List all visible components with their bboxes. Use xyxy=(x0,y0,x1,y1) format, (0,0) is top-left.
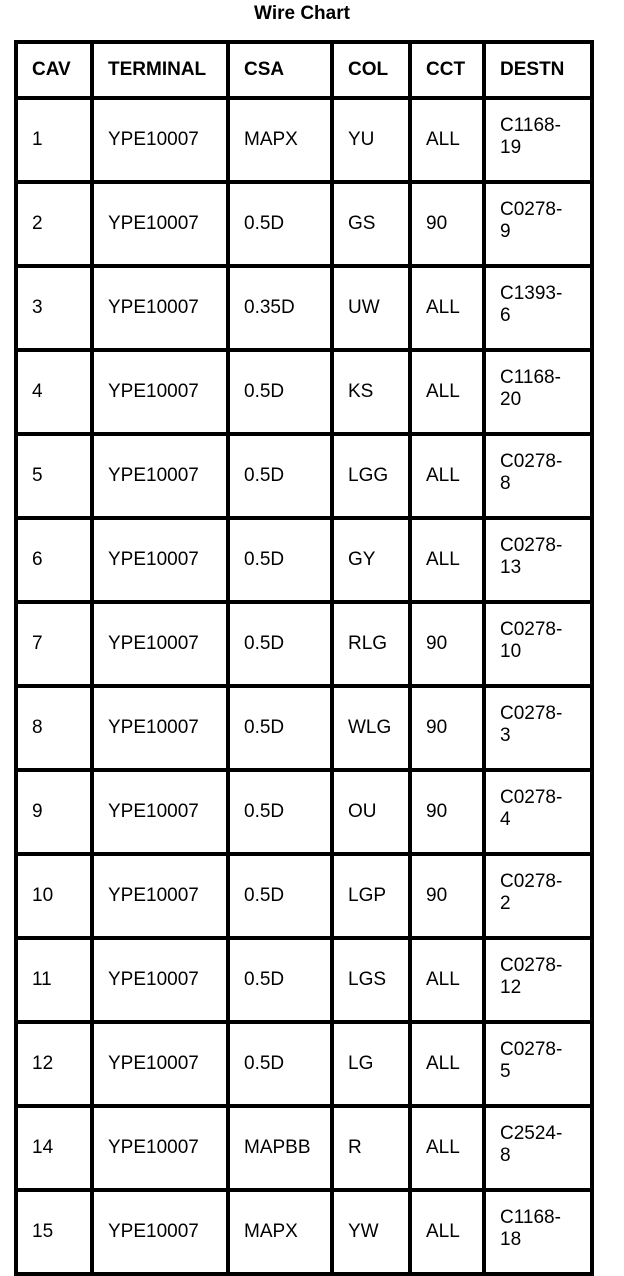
table-row xyxy=(16,938,592,1022)
cell-cav: 7 xyxy=(16,602,92,686)
cell-csa: MAPX xyxy=(228,98,332,182)
cell-destn xyxy=(484,938,592,1022)
cell-cav: 11 xyxy=(16,938,92,1022)
cell-destn xyxy=(484,518,592,602)
cell-col: GY xyxy=(332,518,410,602)
header-destn: DESTN xyxy=(484,42,592,98)
cell-cav: 3 xyxy=(16,266,92,350)
cell-col: YW xyxy=(332,1190,410,1274)
cell-csa: 0.5D xyxy=(228,518,332,602)
cell-cct: 90 xyxy=(410,770,484,854)
cell-cct: ALL xyxy=(410,938,484,1022)
destn-part-2: 6 xyxy=(500,305,511,326)
destn-part-1: C2524- xyxy=(500,1123,563,1144)
destn-part-2: 9 xyxy=(500,221,511,242)
destn-part-2: 8 xyxy=(500,473,511,494)
destn-part-2: 4 xyxy=(500,809,511,830)
table-row xyxy=(16,518,592,602)
cell-terminal: YPE10007 xyxy=(92,350,228,434)
page-title: Wire Chart xyxy=(254,3,350,24)
cell-cct: ALL xyxy=(410,266,484,350)
destn-part-1: C0278- xyxy=(500,199,563,220)
cell-cct: ALL xyxy=(410,434,484,518)
cell-csa: 0.5D xyxy=(228,602,332,686)
destn-part-1: C1168- xyxy=(500,1207,561,1228)
header-col: COL xyxy=(332,42,410,98)
destn-part-2: 19 xyxy=(500,137,522,158)
destn-part-2: 20 xyxy=(500,389,522,410)
destn-part-1: C0278- xyxy=(500,787,563,808)
cell-cav: 2 xyxy=(16,182,92,266)
cell-destn xyxy=(484,434,592,518)
cell-destn xyxy=(484,686,592,770)
table-row xyxy=(16,350,592,434)
cell-csa: MAPX xyxy=(228,1190,332,1274)
cell-terminal: YPE10007 xyxy=(92,854,228,938)
table-row xyxy=(16,266,592,350)
cell-cav: 15 xyxy=(16,1190,92,1274)
wire-chart-table xyxy=(14,40,594,1276)
cell-csa: 0.5D xyxy=(228,182,332,266)
cell-terminal: YPE10007 xyxy=(92,602,228,686)
table-row xyxy=(16,1106,592,1190)
table-row xyxy=(16,854,592,938)
destn-part-2: 18 xyxy=(500,1229,522,1250)
cell-csa: 0.5D xyxy=(228,1022,332,1106)
destn-part-2: 5 xyxy=(500,1061,511,1082)
cell-cct: ALL xyxy=(410,98,484,182)
cell-cav: 4 xyxy=(16,350,92,434)
cell-csa: 0.5D xyxy=(228,854,332,938)
table-row xyxy=(16,770,592,854)
cell-csa: MAPBB xyxy=(228,1106,332,1190)
cell-col: LGG xyxy=(332,434,410,518)
cell-cav: 9 xyxy=(16,770,92,854)
cell-cav: 12 xyxy=(16,1022,92,1106)
cell-terminal: YPE10007 xyxy=(92,1190,228,1274)
cell-destn xyxy=(484,350,592,434)
destn-part-1: C0278- xyxy=(500,955,563,976)
cell-csa: 0.5D xyxy=(228,938,332,1022)
cell-cav: 1 xyxy=(16,98,92,182)
cell-csa: 0.5D xyxy=(228,434,332,518)
cell-cct: 90 xyxy=(410,182,484,266)
cell-csa: 0.35D xyxy=(228,266,332,350)
cell-col: UW xyxy=(332,266,410,350)
destn-part-1: C0278- xyxy=(500,451,563,472)
cell-cct: 90 xyxy=(410,602,484,686)
cell-destn xyxy=(484,1106,592,1190)
destn-part-1: C0278- xyxy=(500,871,563,892)
table-row xyxy=(16,686,592,770)
cell-col: LG xyxy=(332,1022,410,1106)
destn-part-2: 12 xyxy=(500,977,522,998)
cell-destn xyxy=(484,1190,592,1274)
cell-terminal: YPE10007 xyxy=(92,1106,228,1190)
cell-cct: ALL xyxy=(410,350,484,434)
destn-part-2: 2 xyxy=(500,893,511,914)
destn-part-1: C0278- xyxy=(500,703,563,724)
cell-cct: 90 xyxy=(410,854,484,938)
cell-col: LGS xyxy=(332,938,410,1022)
cell-csa: 0.5D xyxy=(228,686,332,770)
cell-col: R xyxy=(332,1106,410,1190)
destn-part-1: C1393- xyxy=(500,283,563,304)
cell-cav: 8 xyxy=(16,686,92,770)
cell-destn xyxy=(484,770,592,854)
cell-csa: 0.5D xyxy=(228,350,332,434)
cell-destn xyxy=(484,182,592,266)
cell-terminal: YPE10007 xyxy=(92,1022,228,1106)
table-row xyxy=(16,182,592,266)
cell-col: OU xyxy=(332,770,410,854)
header-terminal: TERMINAL xyxy=(92,42,228,98)
cell-cav: 5 xyxy=(16,434,92,518)
cell-terminal: YPE10007 xyxy=(92,770,228,854)
cell-cct: ALL xyxy=(410,1190,484,1274)
cell-col: RLG xyxy=(332,602,410,686)
header-csa: CSA xyxy=(228,42,332,98)
cell-destn xyxy=(484,854,592,938)
cell-terminal: YPE10007 xyxy=(92,518,228,602)
cell-cct: 90 xyxy=(410,686,484,770)
destn-part-2: 10 xyxy=(500,641,522,662)
destn-part-2: 3 xyxy=(500,725,511,746)
cell-terminal: YPE10007 xyxy=(92,266,228,350)
destn-part-2: 8 xyxy=(500,1145,511,1166)
cell-col: LGP xyxy=(332,854,410,938)
table-header-row xyxy=(16,42,592,98)
table-row xyxy=(16,1022,592,1106)
cell-terminal: YPE10007 xyxy=(92,98,228,182)
table-row xyxy=(16,1190,592,1274)
cell-terminal: YPE10007 xyxy=(92,434,228,518)
destn-part-2: 13 xyxy=(500,557,522,578)
cell-terminal: YPE10007 xyxy=(92,686,228,770)
cell-cav: 6 xyxy=(16,518,92,602)
table-row xyxy=(16,434,592,518)
cell-col: KS xyxy=(332,350,410,434)
cell-cav: 10 xyxy=(16,854,92,938)
cell-destn xyxy=(484,98,592,182)
cell-csa: 0.5D xyxy=(228,770,332,854)
cell-col: GS xyxy=(332,182,410,266)
cell-destn xyxy=(484,602,592,686)
cell-cct: ALL xyxy=(410,518,484,602)
cell-destn xyxy=(484,266,592,350)
cell-cct: ALL xyxy=(410,1106,484,1190)
destn-part-1: C0278- xyxy=(500,619,563,640)
header-cct: CCT xyxy=(410,42,484,98)
table-row xyxy=(16,98,592,182)
cell-col: WLG xyxy=(332,686,410,770)
destn-part-1: C0278- xyxy=(500,1039,563,1060)
table-row xyxy=(16,602,592,686)
cell-destn xyxy=(484,1022,592,1106)
cell-terminal: YPE10007 xyxy=(92,938,228,1022)
cell-col: YU xyxy=(332,98,410,182)
destn-part-1: C1168- xyxy=(500,367,561,388)
cell-cct: ALL xyxy=(410,1022,484,1106)
cell-terminal: YPE10007 xyxy=(92,182,228,266)
cell-cav: 14 xyxy=(16,1106,92,1190)
destn-part-1: C1168- xyxy=(500,115,561,136)
destn-part-1: C0278- xyxy=(500,535,563,556)
header-cav: CAV xyxy=(16,42,92,98)
